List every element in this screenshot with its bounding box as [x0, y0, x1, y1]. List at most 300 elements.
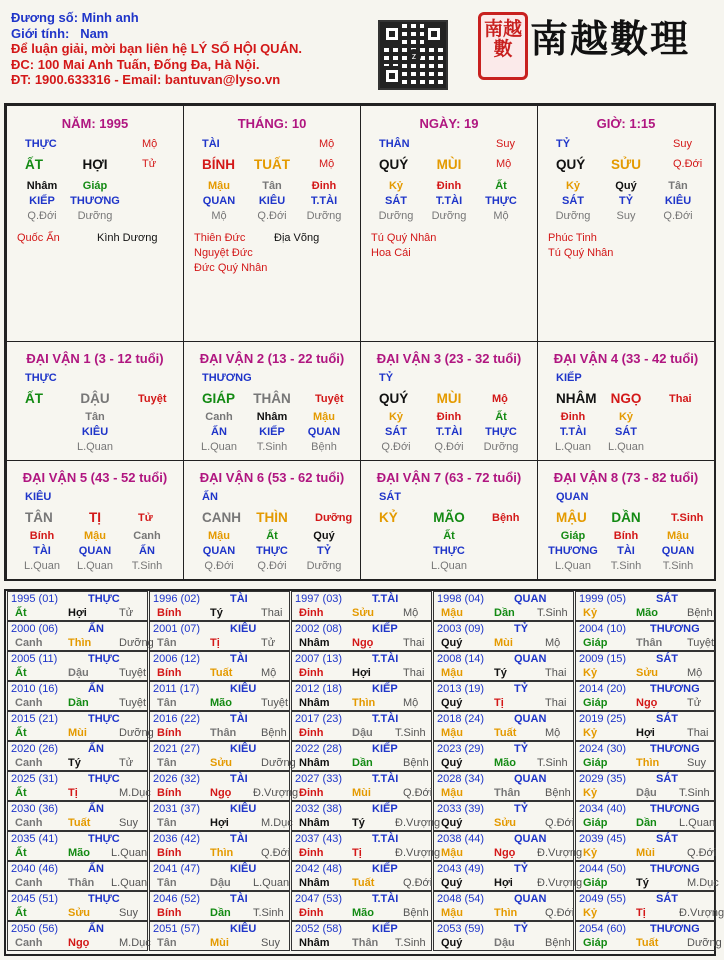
- heavenly-stem: Tân: [157, 637, 177, 649]
- year-label: 2029 (35): [579, 773, 627, 785]
- hidden-stem: Ất: [443, 530, 455, 542]
- hidden-life-stage: L.Quan: [76, 560, 114, 572]
- year-label: 2000 (06): [11, 623, 59, 635]
- earthly-branch: THÂN: [253, 391, 291, 406]
- life-stage: Tuyệt: [119, 697, 147, 709]
- hidden-life-stage: Dưỡng: [431, 210, 467, 222]
- life-stage: Bệnh: [403, 757, 429, 769]
- ten-god: ẤN: [88, 683, 104, 695]
- hidden-life-stage: Q.Đới: [27, 210, 57, 222]
- year-cell: [433, 921, 574, 951]
- ten-god: KIÊU: [230, 923, 257, 935]
- heavenly-stem: Canh: [15, 877, 43, 889]
- hidden-life-stage: Dưỡng: [77, 210, 113, 222]
- hidden-ten-god: QUAN: [202, 195, 236, 207]
- year-label: 2041 (47): [153, 863, 201, 875]
- hidden-stem: Ất: [266, 530, 278, 542]
- ten-god: T.TÀI: [372, 893, 399, 905]
- life-stage: Q.Đới: [261, 847, 291, 859]
- ten-god: TÀI: [230, 773, 248, 785]
- earthly-branch: DẬU: [80, 391, 110, 406]
- heavenly-stem: Giáp: [583, 817, 608, 829]
- earthly-branch: Tý: [352, 817, 365, 829]
- heavenly-stem: Đinh: [299, 727, 324, 739]
- ten-god: TỶ: [514, 623, 529, 635]
- hidden-life-stage: L.Quan: [430, 560, 468, 572]
- heavenly-stem: Ất: [15, 607, 27, 619]
- earthly-branch: MÙI: [436, 391, 462, 406]
- heavenly-stem: Đinh: [299, 907, 324, 919]
- year-cell: [7, 741, 148, 771]
- life-stage: Q.Đới: [403, 877, 433, 889]
- year-label: 2022 (28): [295, 743, 343, 755]
- life-stage: T.Sinh: [395, 727, 426, 739]
- heavenly-stem: Quý: [441, 817, 463, 829]
- year-cell: [433, 591, 574, 621]
- year-label: 2039 (45): [579, 833, 627, 845]
- earthly-branch: Tuất: [210, 667, 233, 679]
- heavenly-stem: Đinh: [299, 667, 324, 679]
- ten-god: SÁT: [379, 491, 401, 503]
- life-stage: M.Dục: [687, 877, 719, 889]
- year-label: 2012 (18): [295, 683, 343, 695]
- year-cell: [149, 921, 290, 951]
- earthly-branch: HỢI: [82, 157, 108, 172]
- star: Tú Quý Nhân: [548, 247, 614, 259]
- earthly-branch: Sửu: [494, 817, 517, 829]
- hidden-ten-god: SÁT: [385, 426, 407, 438]
- hidden-life-stage: Q.Đới: [257, 560, 287, 572]
- heavenly-stem: Ất: [15, 727, 27, 739]
- earthly-branch: Dậu: [68, 667, 89, 679]
- heavenly-stem: TÂN: [25, 510, 53, 525]
- hidden-stem: Tân: [85, 411, 105, 423]
- earthly-branch: TUẤT: [254, 157, 290, 172]
- year-label: 2027 (33): [295, 773, 343, 785]
- ten-god: THƯƠNG: [650, 743, 700, 755]
- year-cell: [7, 681, 148, 711]
- heavenly-stem: Bính: [157, 607, 182, 619]
- earthly-branch: MÃO: [433, 510, 465, 525]
- year-cell: [433, 711, 574, 741]
- earthly-branch: Ngọ: [68, 937, 90, 949]
- earthly-branch: Mão: [494, 757, 516, 769]
- dai-van-cell: [360, 460, 538, 580]
- year-label: 2014 (20): [579, 683, 627, 695]
- ten-god: T.TÀI: [372, 653, 399, 665]
- life-stage: Suy: [496, 138, 515, 150]
- year-label: 1999 (05): [579, 593, 627, 605]
- year-label: 2048 (54): [437, 893, 485, 905]
- earthly-branch: Thân: [210, 727, 237, 739]
- heavenly-stem: Kỷ: [583, 847, 598, 859]
- ten-god: SÁT: [656, 833, 678, 845]
- life-stage: Bệnh: [261, 727, 287, 739]
- life-stage: Thai: [545, 667, 567, 679]
- life-stage: Suy: [119, 817, 138, 829]
- heavenly-stem: Bính: [157, 787, 182, 799]
- star: Kình Dương: [97, 232, 158, 244]
- hidden-life-stage: Q.Đới: [381, 441, 411, 453]
- year-label: 2021 (27): [153, 743, 201, 755]
- red-seal-logo: 南越數: [478, 12, 528, 80]
- earthly-branch: Thân: [494, 787, 521, 799]
- brand-title: 南越數理: [530, 16, 691, 61]
- dai-van-title: ĐẠI VẬN 3 (23 - 32 tuổi): [376, 351, 522, 366]
- year-label: 2017 (23): [295, 713, 343, 725]
- ten-god: THỰC: [25, 372, 57, 384]
- year-label: 2023 (29): [437, 743, 485, 755]
- ten-god: THƯƠNG: [650, 683, 700, 695]
- life-stage: Mộ: [403, 607, 419, 619]
- year-label: 2015 (21): [11, 713, 59, 725]
- heavenly-stem: Đinh: [299, 607, 324, 619]
- life-stage: Bệnh: [403, 907, 429, 919]
- life-stage: Bệnh: [492, 512, 520, 524]
- earthly-branch: Thân: [636, 637, 663, 649]
- ten-god: ẤN: [88, 923, 104, 935]
- hidden-stem: Kỷ: [388, 180, 404, 192]
- hidden-stem: Nhâm: [256, 411, 288, 423]
- heavenly-stem: Canh: [15, 697, 43, 709]
- year-cell: [575, 621, 716, 651]
- life-stage: Dưỡng: [119, 727, 154, 739]
- year-label: 2034 (40): [579, 803, 627, 815]
- gender-line: Giới tính: Nam: [11, 25, 109, 41]
- year-label: 2040 (46): [11, 863, 59, 875]
- life-stage: Q.Đới: [545, 817, 575, 829]
- year-label: 2047 (53): [295, 893, 343, 905]
- earthly-branch: Dậu: [636, 787, 657, 799]
- earthly-branch: Tý: [210, 607, 223, 619]
- life-stage: Mộ: [142, 138, 158, 150]
- hidden-stem: Đinh: [311, 180, 337, 192]
- year-cell: [291, 651, 432, 681]
- ten-god: TÀI: [230, 593, 248, 605]
- ten-god: THƯƠNG: [650, 623, 700, 635]
- dai-van-title: ĐẠI VẬN 8 (73 - 82 tuổi): [553, 470, 699, 485]
- year-cell: [575, 831, 716, 861]
- heavenly-stem: ẤT: [25, 157, 43, 172]
- earthly-branch: Mùi: [352, 787, 371, 799]
- earthly-branch: Tuất: [68, 817, 91, 829]
- year-cell: [7, 591, 148, 621]
- heavenly-stem: Tân: [157, 877, 177, 889]
- heavenly-stem: Nhâm: [299, 757, 330, 769]
- life-stage: Mộ: [319, 158, 335, 170]
- life-stage: Dưỡng: [119, 637, 154, 649]
- ten-god: TỶ: [514, 803, 529, 815]
- heavenly-stem: MẬU: [556, 510, 587, 525]
- year-label: 2006 (12): [153, 653, 201, 665]
- hidden-stem: Kỷ: [388, 411, 404, 423]
- dai-van-title: ĐẠI VẬN 4 (33 - 42 tuổi): [553, 351, 699, 366]
- life-stage: Thai: [669, 393, 692, 405]
- ten-god: KIÊU: [230, 683, 257, 695]
- hidden-stem: Giáp: [82, 180, 108, 192]
- ten-god: T.TÀI: [372, 773, 399, 785]
- dai-van-title: ĐẠI VẬN 2 (13 - 22 tuổi): [199, 351, 345, 366]
- year-cell: [291, 831, 441, 861]
- earthly-branch: Sửu: [636, 667, 659, 679]
- heavenly-stem: Nhâm: [299, 817, 330, 829]
- earthly-branch: Mão: [210, 697, 232, 709]
- hidden-ten-god: T.TÀI: [435, 426, 463, 438]
- year-label: 2031 (37): [153, 803, 201, 815]
- dai-van-title: ĐẠI VẬN 5 (43 - 52 tuổi): [22, 470, 168, 485]
- earthly-branch: Mão: [636, 607, 658, 619]
- year-cell: [7, 621, 154, 651]
- heavenly-stem: Canh: [15, 757, 43, 769]
- earthly-branch: Thìn: [636, 757, 660, 769]
- life-stage: T.Sinh: [253, 907, 284, 919]
- hidden-stem: Kỷ: [618, 411, 634, 423]
- heavenly-stem: QUÝ: [379, 391, 409, 406]
- heavenly-stem: Mậu: [441, 667, 463, 679]
- life-stage: T.Sinh: [679, 787, 710, 799]
- heavenly-stem: Đinh: [299, 787, 324, 799]
- year-cell: [575, 801, 716, 831]
- year-label: 2019 (25): [579, 713, 627, 725]
- year-cell: [149, 891, 290, 921]
- life-stage: T.Sinh: [395, 937, 426, 949]
- hidden-ten-god: T.TÀI: [559, 426, 587, 438]
- earthly-branch: Mão: [68, 847, 90, 859]
- year-label: 2051 (57): [153, 923, 201, 935]
- life-stage: Tử: [142, 158, 157, 170]
- hidden-stem: Mậu: [313, 411, 335, 423]
- hidden-life-stage: Q.Đới: [204, 560, 234, 572]
- ten-god: SÁT: [656, 593, 678, 605]
- year-cell: [149, 801, 293, 831]
- hidden-life-stage: T.Sinh: [256, 441, 288, 453]
- qr-code[interactable]: z: [378, 20, 448, 90]
- ten-god: THƯƠNG: [650, 803, 700, 815]
- heavenly-stem: Mậu: [441, 907, 463, 919]
- heavenly-stem: Kỷ: [583, 727, 598, 739]
- earthly-branch: Tuất: [636, 937, 659, 949]
- ten-god: TỶ: [514, 743, 529, 755]
- life-stage: Đ.Vượng: [537, 847, 583, 859]
- pillar-cell: [6, 105, 184, 342]
- life-stage: Bệnh: [545, 937, 571, 949]
- heavenly-stem: Bính: [157, 727, 182, 739]
- star: Phúc Tinh: [548, 232, 597, 244]
- life-stage: M.Dục: [119, 937, 151, 949]
- year-label: 2036 (42): [153, 833, 201, 845]
- earthly-branch: Hợi: [352, 667, 371, 679]
- year-cell: [149, 771, 299, 801]
- year-cell: [575, 891, 724, 921]
- heavenly-stem: Kỷ: [583, 787, 598, 799]
- hidden-ten-god: TỶ: [618, 195, 634, 207]
- heavenly-stem: Tân: [157, 757, 177, 769]
- ten-god: SÁT: [656, 773, 678, 785]
- life-stage: M.Dục: [119, 787, 151, 799]
- ten-god: T.TÀI: [372, 713, 399, 725]
- hidden-life-stage: Dưỡng: [378, 210, 414, 222]
- hidden-stem: Mậu: [667, 530, 689, 542]
- hidden-life-stage: Mộ: [493, 210, 509, 222]
- earthly-branch: Dần: [636, 817, 657, 829]
- ten-god: TỶ: [514, 863, 529, 875]
- dai-van-cell: [183, 341, 361, 461]
- dai-van-cell: [6, 341, 184, 461]
- earthly-branch: Ngọ: [636, 697, 658, 709]
- pillar-title: THÁNG: 10: [237, 116, 307, 131]
- hidden-ten-god: ẤN: [211, 426, 227, 438]
- year-cell: [575, 711, 716, 741]
- earthly-branch: Thìn: [352, 697, 376, 709]
- ten-god: TÀI: [230, 893, 248, 905]
- dai-van-title: ĐẠI VẬN 7 (63 - 72 tuổi): [376, 470, 522, 485]
- life-stage: Thai: [403, 667, 425, 679]
- star: Hoa Cái: [371, 247, 411, 259]
- life-stage: Thai: [687, 727, 709, 739]
- ten-god: THỰC: [88, 653, 120, 665]
- hidden-ten-god: T.TÀI: [435, 195, 463, 207]
- year-cell: [575, 741, 716, 771]
- life-stage: L.Quan: [253, 877, 290, 889]
- star: Thiên Đức: [194, 232, 246, 244]
- hidden-stem: Kỷ: [565, 180, 581, 192]
- star: Nguyệt Đức: [194, 247, 253, 259]
- hidden-life-stage: L.Quan: [554, 560, 592, 572]
- earthly-branch: NGỌ: [610, 391, 642, 406]
- year-label: 2045 (51): [11, 893, 59, 905]
- life-stage: Suy: [119, 907, 138, 919]
- year-cell: [575, 861, 719, 891]
- phone-email-line: ĐT: 1900.633316 - Email: bantuvan@lyso.vn: [11, 72, 281, 87]
- earthly-branch: Ngọ: [352, 637, 374, 649]
- life-stage: Mộ: [492, 393, 508, 405]
- hidden-ten-god: SÁT: [385, 195, 407, 207]
- hidden-ten-god: KIÊU: [664, 195, 692, 207]
- heavenly-stem: Giáp: [583, 757, 608, 769]
- ten-god: THỰC: [88, 593, 120, 605]
- hidden-stem: Bính: [613, 530, 639, 542]
- year-label: 2007 (13): [295, 653, 343, 665]
- life-stage: Bệnh: [687, 607, 713, 619]
- hidden-life-stage: Suy: [616, 210, 636, 222]
- ten-god: KIẾP: [372, 623, 398, 635]
- year-cell: [291, 711, 432, 741]
- year-label: 1995 (01): [11, 593, 59, 605]
- life-stage: T.Sinh: [671, 512, 704, 524]
- life-stage: M.Dục: [261, 817, 293, 829]
- year-cell: [7, 891, 148, 921]
- life-stage: Đ.Vượng: [395, 817, 441, 829]
- earthly-branch: Tị: [210, 637, 220, 649]
- ten-god: THỰC: [88, 833, 120, 845]
- ten-god: QUAN: [514, 833, 547, 845]
- ten-god: TỶ: [379, 372, 394, 384]
- year-cell: [433, 681, 574, 711]
- dai-van-cell: [360, 341, 538, 461]
- hidden-ten-god: KIÊU: [81, 426, 109, 438]
- ten-god: QUAN: [514, 893, 547, 905]
- chart-grid: [4, 103, 716, 581]
- hidden-stem: Đinh: [436, 411, 462, 423]
- life-stage: T.Sinh: [537, 607, 568, 619]
- life-stage: Mộ: [319, 138, 335, 150]
- ten-god: KIÊU: [230, 743, 257, 755]
- heavenly-stem: BÍNH: [202, 157, 235, 172]
- ten-god: ẤN: [88, 623, 104, 635]
- earthly-branch: Tý: [494, 667, 507, 679]
- year-cell: [149, 651, 290, 681]
- heavenly-stem: Ất: [15, 847, 27, 859]
- ten-god: SÁT: [656, 653, 678, 665]
- hidden-stem: Bính: [29, 530, 55, 542]
- heavenly-stem: Nhâm: [299, 637, 330, 649]
- hidden-stem: Nhâm: [26, 180, 58, 192]
- year-cell: [575, 651, 716, 681]
- year-cell: [149, 591, 290, 621]
- life-stage: Tử: [138, 512, 153, 524]
- ten-god: TỶ: [514, 683, 529, 695]
- earthly-branch: Tị: [494, 697, 504, 709]
- year-label: 2038 (44): [437, 833, 485, 845]
- pillar-title: NĂM: 1995: [61, 116, 129, 131]
- earthly-branch: TỊ: [89, 510, 101, 525]
- earthly-branch: Mùi: [636, 847, 655, 859]
- ten-god: T.TÀI: [372, 833, 399, 845]
- year-label: 2002 (08): [295, 623, 343, 635]
- ten-god: ẤN: [202, 491, 218, 503]
- hidden-stem: Ất: [495, 411, 507, 423]
- pillar-title: GIỜ: 1:15: [596, 116, 656, 131]
- heavenly-stem: Kỷ: [583, 607, 598, 619]
- year-cell: [149, 681, 290, 711]
- heavenly-stem: Ất: [15, 907, 27, 919]
- life-stage: Tuyệt: [138, 393, 167, 405]
- heavenly-stem: Đinh: [299, 847, 324, 859]
- hidden-stem: Giáp: [560, 530, 586, 542]
- heavenly-stem: NHÂM: [556, 391, 597, 406]
- hidden-ten-god: THƯƠNG: [70, 195, 120, 207]
- yearly-grid: [4, 589, 724, 956]
- dai-van-cell: [537, 341, 715, 461]
- year-label: 1996 (02): [153, 593, 201, 605]
- year-label: 2024 (30): [579, 743, 627, 755]
- year-label: 2004 (10): [579, 623, 627, 635]
- owner-name: Đương số: Minh anh: [11, 10, 139, 25]
- heavenly-stem: Quý: [441, 637, 463, 649]
- ten-god: KIẾP: [372, 803, 398, 815]
- heavenly-stem: Mậu: [441, 787, 463, 799]
- year-label: 2054 (60): [579, 923, 627, 935]
- hidden-ten-god: THƯƠNG: [548, 545, 598, 557]
- year-cell: [7, 921, 151, 951]
- year-label: 2016 (22): [153, 713, 201, 725]
- year-cell: [149, 621, 290, 651]
- hidden-ten-god: SÁT: [615, 426, 637, 438]
- life-stage: Đ.Vượng: [395, 847, 441, 859]
- hidden-stem: Canh: [205, 411, 233, 423]
- life-stage: Thai: [403, 637, 425, 649]
- year-label: 2010 (16): [11, 683, 59, 695]
- heavenly-stem: Nhâm: [299, 697, 330, 709]
- year-cell: [433, 651, 574, 681]
- ten-god: QUAN: [514, 593, 547, 605]
- hidden-life-stage: L.Quan: [200, 441, 238, 453]
- dai-van-cell: [183, 460, 361, 580]
- year-label: 2049 (55): [579, 893, 627, 905]
- life-stage: L.Quan: [679, 817, 716, 829]
- hidden-ten-god: QUAN: [661, 545, 695, 557]
- pillar-cell: [360, 105, 538, 342]
